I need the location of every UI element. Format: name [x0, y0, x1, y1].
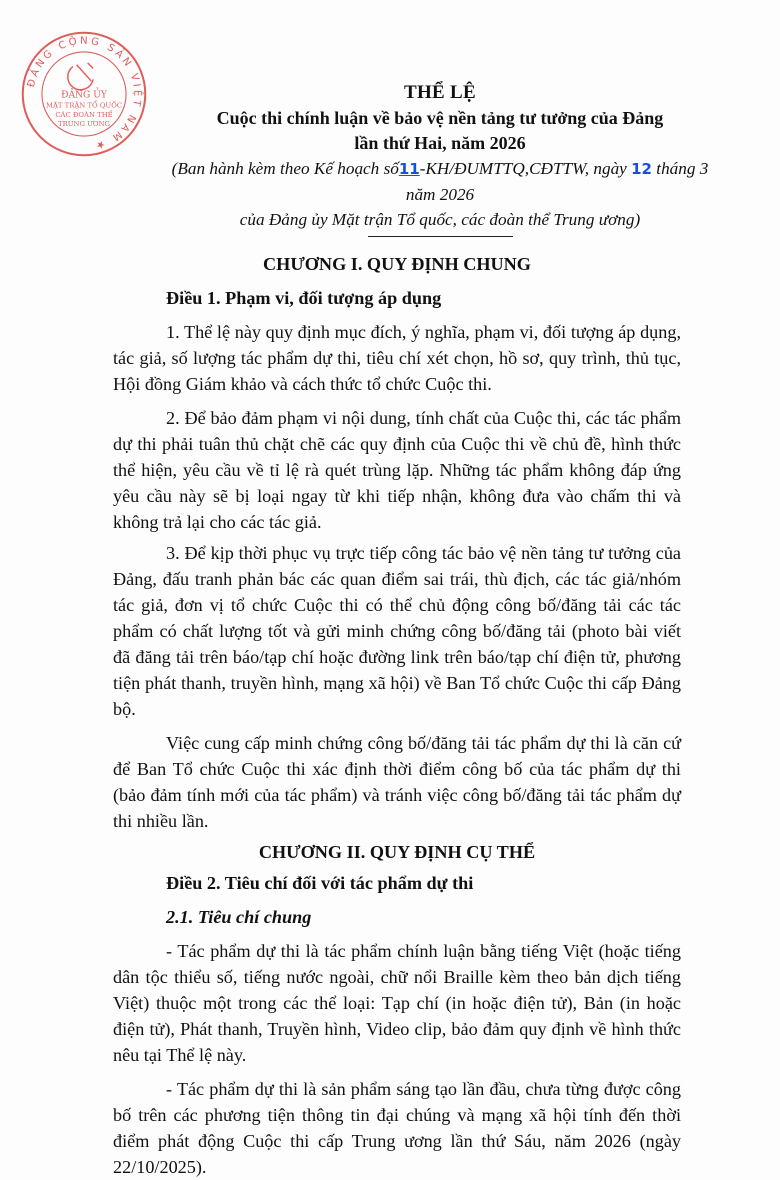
svg-text:TRUNG ƯƠNG: TRUNG ƯƠNG: [58, 120, 110, 128]
contest-name: Cuộc thi chính luận về bảo vệ nền tảng tư tưởng của Đảng: [216, 108, 664, 128]
article-1-paragraph: Việc cung cấp minh chứng công bố/đăng tải tác phẩm dự thi là căn cứ để Ban Tổ chức Cuộc thi xác định thời điểm công bố của tác phẩm dự thi (bảo đảm tính mới của tác phẩm) và tránh việc công bố/đăng tải tác phẩm dự thi nhiều lần.: [113, 733, 681, 831]
svg-text:MẶT TRẬN TỔ QUỐC: MẶT TRẬN TỔ QUỐC: [45, 101, 123, 110]
svg-text:ĐẢNG ỦY: ĐẢNG ỦY: [61, 90, 107, 101]
article-1-paragraph: 1. Thể lệ này quy định mục đích, ý nghĩa, phạm vi, đối tượng áp dụng, tác giả, số lượng tác phẩm dự thi, tiêu chí xét chọn, hồ sơ, quy trình, thủ tục, Hội đồng Giám khảo và cách thức tổ chức Cuộc thi.: [113, 322, 681, 394]
document-header: [160, 80, 720, 237]
issuance-suffix: tháng 3 năm 2026: [405, 159, 709, 204]
article-2-heading: Điều 2. Tiêu chí đối với tác phẩm dự thi: [166, 873, 474, 893]
article-1-heading: Điều 1. Phạm vi, đối tượng áp dụng: [166, 288, 442, 308]
article-1-paragraph: 3. Để kịp thời phục vụ trực tiếp công tác bảo vệ nền tảng tư tưởng của Đảng, đấu tranh phản bác các quan điểm sai trái, thù địch, các tác giả/nhóm tác giả, đơn vị tổ chức Cuộc thi có thể chủ động công bố/đăng tải các tác phẩm có chất lượng tốt và gửi minh chứng công bố/đăng tải (photo bài viết đã đăng tải trên báo/tạp chí hoặc đường link trên báo/tạp chí điện tử, phương tiện phát thanh, truyền hình, mạng xã hội) về Ban Tổ chức Cuộc thi cấp Đảng bộ.: [113, 543, 681, 719]
issuance-note-line2: của Đảng ủy Mặt trận Tổ quốc, các đoàn thể Trung ương): [239, 210, 641, 229]
issuance-prefix: (Ban hành kèm theo Kế hoạch số: [171, 159, 399, 178]
svg-text:CÁC ĐOÀN THỂ: CÁC ĐOÀN THỂ: [55, 110, 113, 119]
document-body: [113, 251, 681, 1180]
section-2-1-paragraph: - Tác phẩm dự thi là tác phẩm chính luận bằng tiếng Việt (hoặc tiếng dân tộc thiểu số, tiếng nước ngoài, chữ nổi Braille kèm theo bản dịch tiếng Việt) thuộc một trong các thể loại: Tạp chí (in hoặc điện tử), Bản (in hoặc điện tử), Phát thanh, Truyền hình, Video clip, bảo đảm quy định về hình thức nêu tại Thể lệ này.: [113, 941, 681, 1065]
header-divider: [368, 236, 513, 237]
section-2-1-heading: 2.1. Tiêu chí chung: [166, 907, 312, 927]
official-seal-stamp: [20, 30, 148, 158]
handwritten-issue-day: 12: [631, 160, 652, 178]
article-1-paragraph: 2. Để bảo đảm phạm vi nội dung, tính chất của Cuộc thi, các tác phẩm dự thi phải tuân thủ chặt chẽ các quy định của Cuộc thi về chủ đề, hình thức thể hiện, yêu cầu về tỉ lệ rà quét trùng lặp. Những tác phẩm không đáp ứng yêu cầu này sẽ bị loại ngay từ khi tiếp nhận, không đưa vào chấm thi và không trả lại cho các tác giả.: [113, 408, 681, 532]
contest-edition: lần thứ Hai, năm 2026: [354, 133, 526, 153]
section-2-1-paragraph: - Tác phẩm dự thi là sản phẩm sáng tạo lần đầu, chưa từng được công bố trên các phương tiện thông tin đại chúng và mạng xã hội tính đến thời điểm phát động Cuộc thi cấp Trung ương lần thứ Sáu, năm 2026 (ngày 22/10/2025).: [113, 1079, 681, 1177]
document-title: THỂ LỆ: [403, 82, 477, 103]
issuance-note-line1: [160, 156, 720, 207]
handwritten-plan-number: 11: [398, 160, 420, 178]
chapter-2-heading: CHƯƠNG II. QUY ĐỊNH CỤ THỂ: [258, 842, 536, 862]
svg-text:ĐẢNG CỘNG SẢN VIỆT NAM ★: ĐẢNG CỘNG SẢN VIỆT NAM ★: [26, 35, 143, 152]
issuance-mid: -KH/ĐUMTTQ,CĐTTW, ngày: [419, 159, 627, 178]
chapter-1-heading: CHƯƠNG I. QUY ĐỊNH CHUNG: [263, 254, 531, 274]
